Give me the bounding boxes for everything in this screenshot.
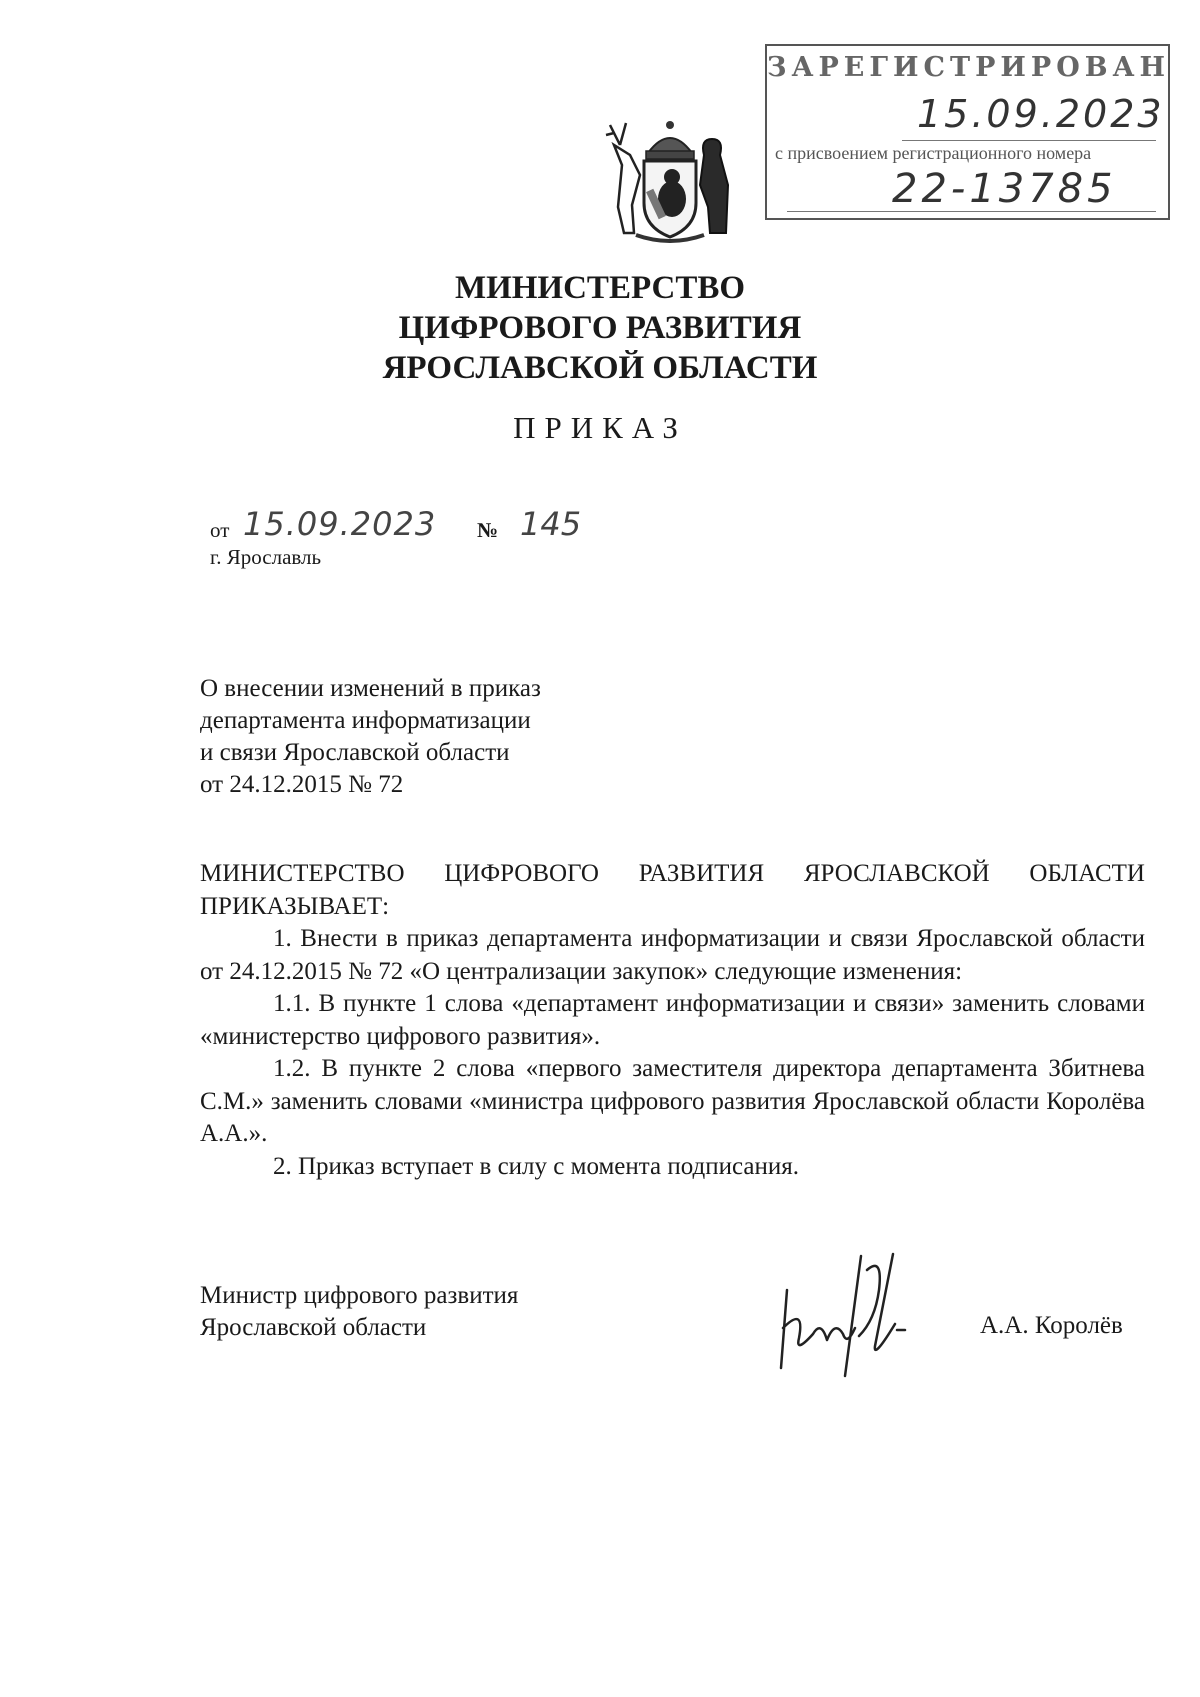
registration-stamp (765, 44, 1170, 220)
subject-line: О внесении изменений в приказ (200, 675, 541, 702)
order-item: 1.1. В пункте 1 слова «департамент информатизации и связи» заменить словами «министерство цифрового развития». (200, 990, 1145, 1050)
order-item: 2. Приказ вступает в силу с момента подписания. (273, 1152, 799, 1180)
ministry-title (0, 268, 1200, 388)
date-value: 15.09.2023 (243, 505, 437, 543)
signer-name: А.А. Королёв (980, 1312, 1123, 1339)
number-label: № (477, 518, 499, 542)
subject-block (200, 673, 541, 801)
stamp-date: 15.09.2023 (917, 92, 1165, 136)
coat-of-arms-icon (600, 115, 740, 245)
signer-position (200, 1280, 518, 1344)
number-value: 145 (520, 505, 582, 543)
signer-position-line: Ярославской области (200, 1314, 427, 1341)
stamp-divider (902, 140, 1156, 141)
order-item: 1. Внести в приказ департамента информатизации и связи Ярославской области от 24.12.2015 № 72 «О централизации закупок» следующие изменения: (200, 925, 1145, 985)
stamp-title: ЗАРЕГИСТРИРОВАН (767, 52, 1171, 83)
document-type: ПРИКАЗ (513, 410, 687, 445)
city: г. Ярославль (210, 545, 322, 569)
order-body (200, 858, 1145, 1183)
ministry-title-line: МИНИСТЕРСТВО (454, 270, 746, 306)
handwritten-signature (775, 1250, 915, 1380)
date-label: от (210, 518, 230, 542)
stamp-divider (787, 211, 1156, 212)
ministry-title-line: ЯРОСЛАВСКОЙ ОБЛАСТИ (382, 350, 818, 386)
ministry-title-line: ЦИФРОВОГО РАЗВИТИЯ (398, 310, 802, 346)
signer-position-line: Министр цифрового развития (200, 1282, 519, 1309)
subject-line: и связи Ярославской области (200, 739, 510, 766)
subject-line: от 24.12.2015 № 72 (200, 771, 404, 798)
preamble: МИНИСТЕРСТВО ЦИФРОВОГО РАЗВИТИЯ ЯРОСЛАВСКОЙ ОБЛАСТИ ПРИКАЗЫВАЕТ: (200, 860, 1145, 920)
stamp-caption: с присвоением регистрационного номера (775, 143, 1092, 163)
stamp-number: 22-13785 (892, 166, 1117, 212)
order-item: 1.2. В пункте 2 слова «первого заместителя директора департамента Збитнева С.М.» заменить словами «министра цифрового развития Ярославской области Королёва А.А.». (200, 1055, 1145, 1147)
subject-line: департамента информатизации (200, 707, 531, 734)
